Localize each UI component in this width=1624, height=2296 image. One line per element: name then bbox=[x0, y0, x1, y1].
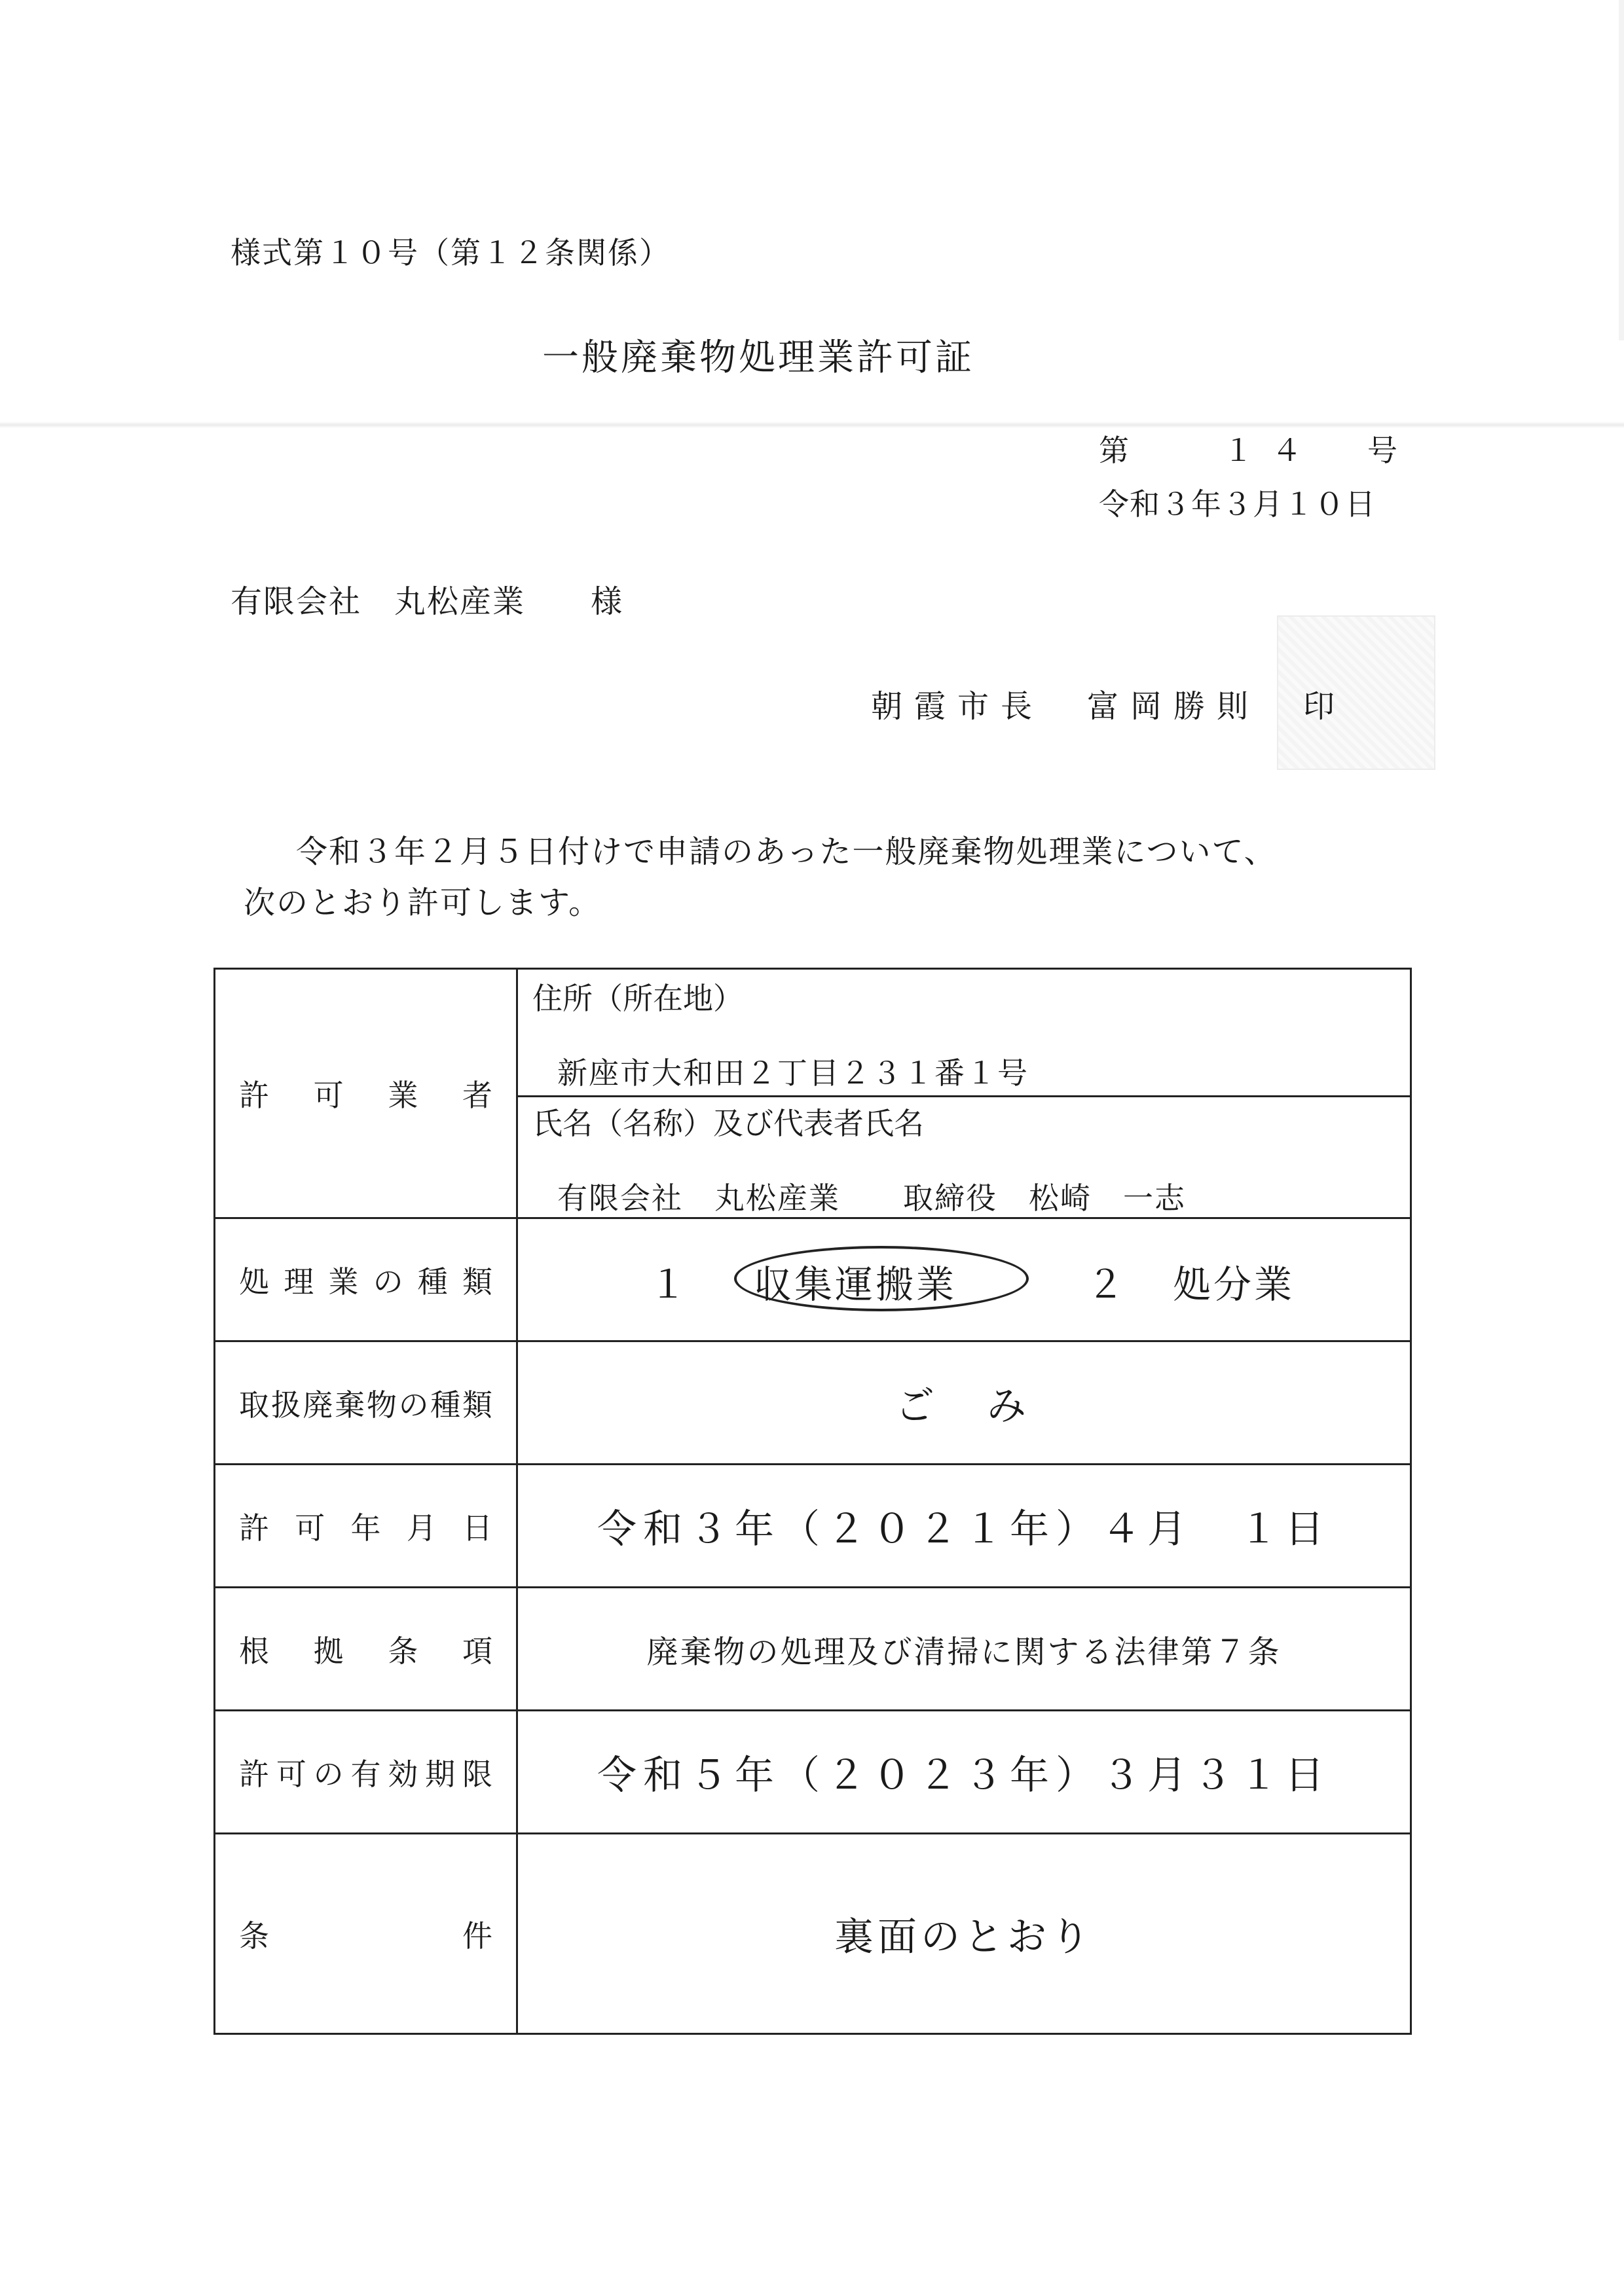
permit-number-prefix: 第 bbox=[1099, 433, 1129, 468]
document-title: 一般廃棄物処理業許可証 bbox=[542, 337, 974, 379]
addressee: 有限会社 丸松産業 様 bbox=[231, 583, 624, 620]
address-label: 住所（所在地） bbox=[532, 981, 743, 1016]
body-line-1: 令和３年２月５日付けで申請のあった一般廃棄物処理業について、 bbox=[296, 833, 1277, 870]
business-type-value bbox=[518, 1219, 1410, 1340]
label-expiry: 許可の有効期限 bbox=[215, 1711, 518, 1832]
name-section bbox=[518, 1095, 1410, 1217]
legal-basis-value: 廃棄物の処理及び清掃に関する法律第７条 bbox=[646, 1633, 1282, 1670]
row-waste-type bbox=[215, 1340, 1410, 1463]
row-business-type bbox=[215, 1217, 1410, 1340]
label-permit-date: 許可年月日 bbox=[215, 1465, 518, 1586]
conditions-value: 裏面のとおり bbox=[834, 1914, 1094, 1960]
waste-type-value: ご み bbox=[895, 1383, 1033, 1429]
row-conditions bbox=[215, 1832, 1410, 2033]
option-1-number: １ bbox=[649, 1262, 688, 1307]
option-1-label: 収集運搬業 bbox=[754, 1262, 957, 1307]
row-permit-date bbox=[215, 1463, 1410, 1586]
row-licensee bbox=[215, 970, 1410, 1217]
label-business-type: 処理業の種類 bbox=[215, 1219, 518, 1340]
form-number: 様式第１０号（第１２条関係） bbox=[231, 235, 671, 270]
licensee-details bbox=[518, 970, 1410, 1217]
name-value: 有限会社 丸松産業 取締役 松崎 一志 bbox=[557, 1180, 1186, 1216]
label-legal-basis: 根拠条項 bbox=[215, 1588, 518, 1709]
permit-number-value: １４ bbox=[1223, 433, 1320, 468]
business-type-options bbox=[518, 1254, 1410, 1306]
label-waste-type: 取扱廃棄物の種類 bbox=[215, 1342, 518, 1463]
option-2-number: ２ bbox=[1086, 1262, 1125, 1307]
body-line-2: 次のとおり許可します。 bbox=[244, 884, 602, 921]
expiry-value: 令和５年（２０２３年）３月３１日 bbox=[597, 1752, 1331, 1798]
row-legal-basis bbox=[215, 1586, 1410, 1709]
option-2-label: 処分業 bbox=[1173, 1262, 1295, 1307]
scan-edge-shadow bbox=[1619, 0, 1624, 340]
label-licensee: 許可業者 bbox=[215, 970, 518, 1217]
permit-date-value: 令和３年（２０２１年）４月 １日 bbox=[597, 1506, 1331, 1552]
permit-table bbox=[213, 968, 1412, 2035]
body-text bbox=[244, 826, 1277, 928]
label-conditions: 条件 bbox=[215, 1834, 518, 2033]
permit-number-suffix: 号 bbox=[1367, 433, 1397, 468]
row-expiry bbox=[215, 1709, 1410, 1832]
address-value: 新座市大和田２丁目２３１番１号 bbox=[557, 1055, 1029, 1091]
issue-date: 令和３年３月１０日 bbox=[1099, 486, 1376, 522]
issuer: 朝霞市長 富岡勝則 印 bbox=[871, 688, 1347, 725]
permit-number bbox=[1099, 427, 1400, 466]
name-label: 氏名（名称）及び代表者氏名 bbox=[532, 1106, 924, 1141]
